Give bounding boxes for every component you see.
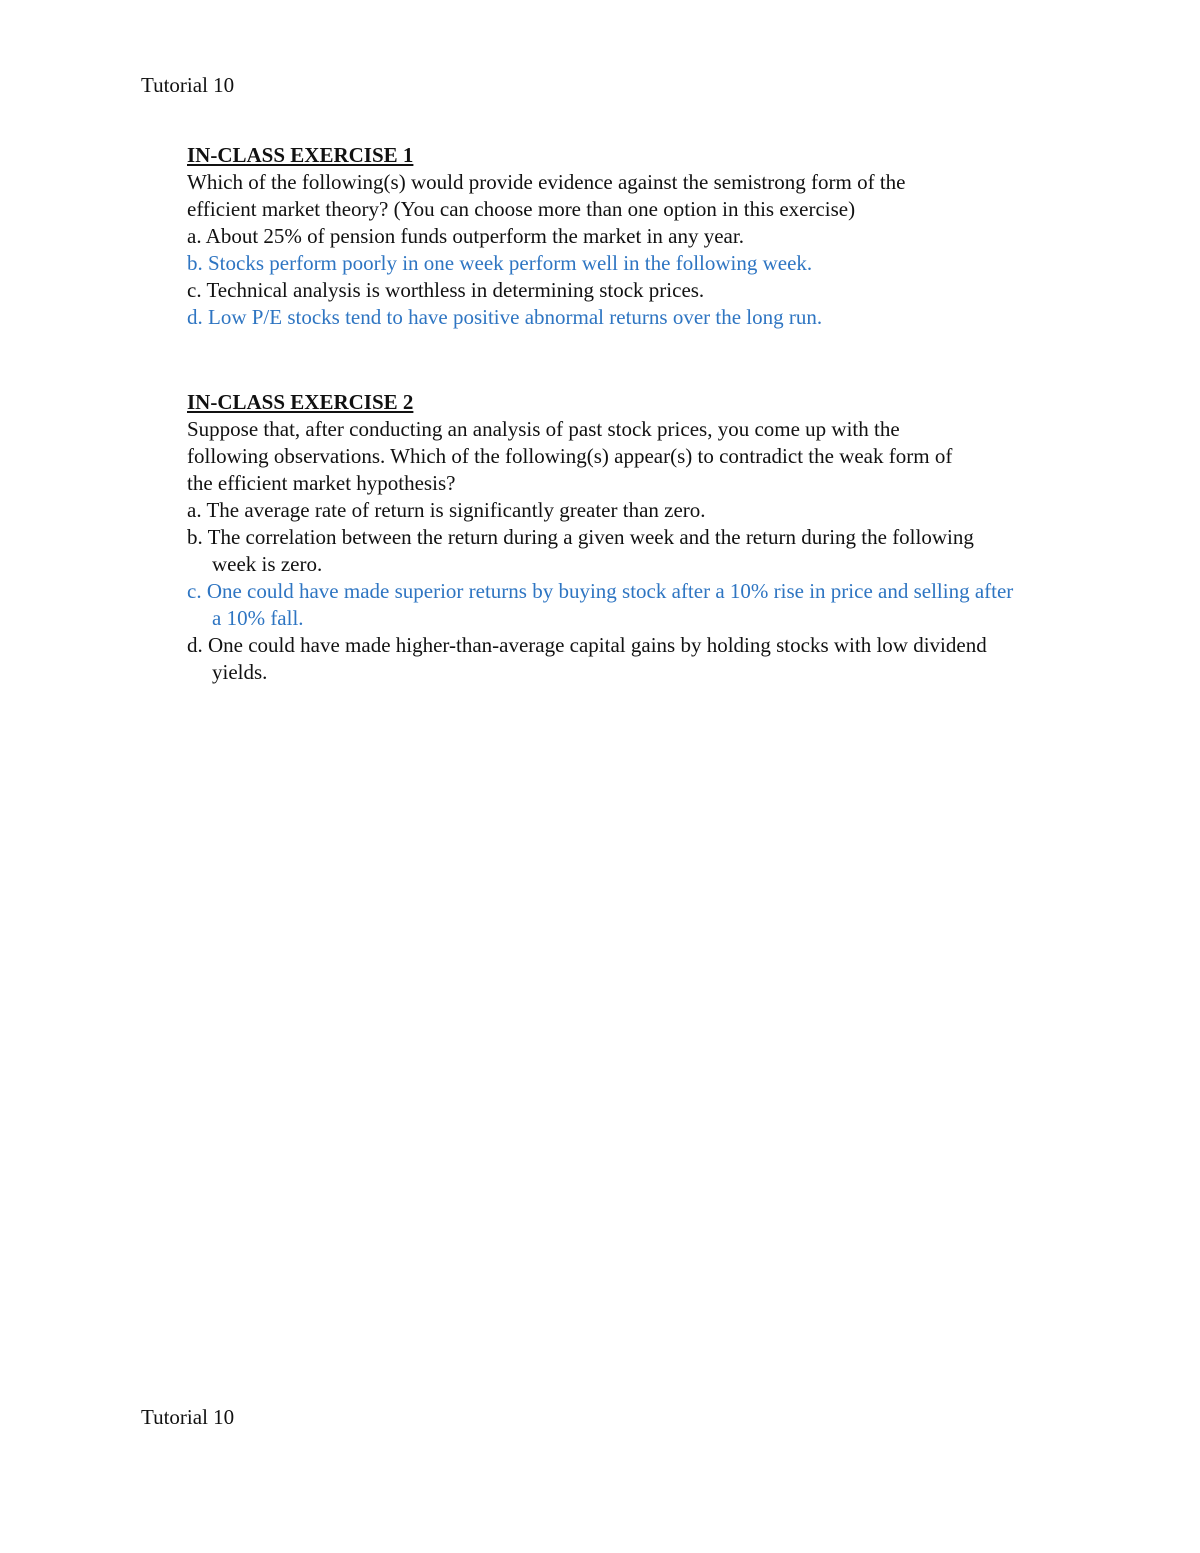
- option-b-answer: b. Stocks perform poorly in one week perform well in the following week.: [187, 251, 813, 275]
- question-line: efficient market theory? (You can choose more than one option in this exercise): [187, 197, 856, 221]
- exercise-1: [187, 142, 1067, 331]
- option-c-answer: c. One could have made superior returns by buying stock after a 10% rise in price and selling after a 10% fall.: [187, 579, 1014, 630]
- exercise-title: IN-CLASS EXERCISE 1: [187, 143, 414, 167]
- page-header: Tutorial 10: [141, 73, 235, 97]
- option-c: c. Technical analysis is worthless in determining stock prices.: [187, 278, 705, 302]
- option-d-answer: d. Low P/E stocks tend to have positive abnormal returns over the long run.: [187, 305, 823, 329]
- page-footer: Tutorial 10: [141, 1405, 235, 1429]
- option-d: d. One could have made higher-than-average capital gains by holding stocks with low dividend yields.: [187, 633, 987, 684]
- question-line: Which of the following(s) would provide evidence against the semistrong form of the: [187, 170, 906, 194]
- option-a: a. About 25% of pension funds outperform the market in any year.: [187, 224, 744, 248]
- question-line: following observations. Which of the following(s) appear(s) to contradict the weak form of: [187, 444, 953, 468]
- exercise-title: IN-CLASS EXERCISE 2: [187, 390, 414, 414]
- exercise-2: [187, 389, 1057, 686]
- option-a: a. The average rate of return is significantly greater than zero.: [187, 498, 706, 522]
- option-b: b. The correlation between the return during a given week and the return during the following week is zero.: [187, 525, 974, 576]
- question-line: Suppose that, after conducting an analysis of past stock prices, you come up with the: [187, 417, 900, 441]
- question-line: the efficient market hypothesis?: [187, 471, 456, 495]
